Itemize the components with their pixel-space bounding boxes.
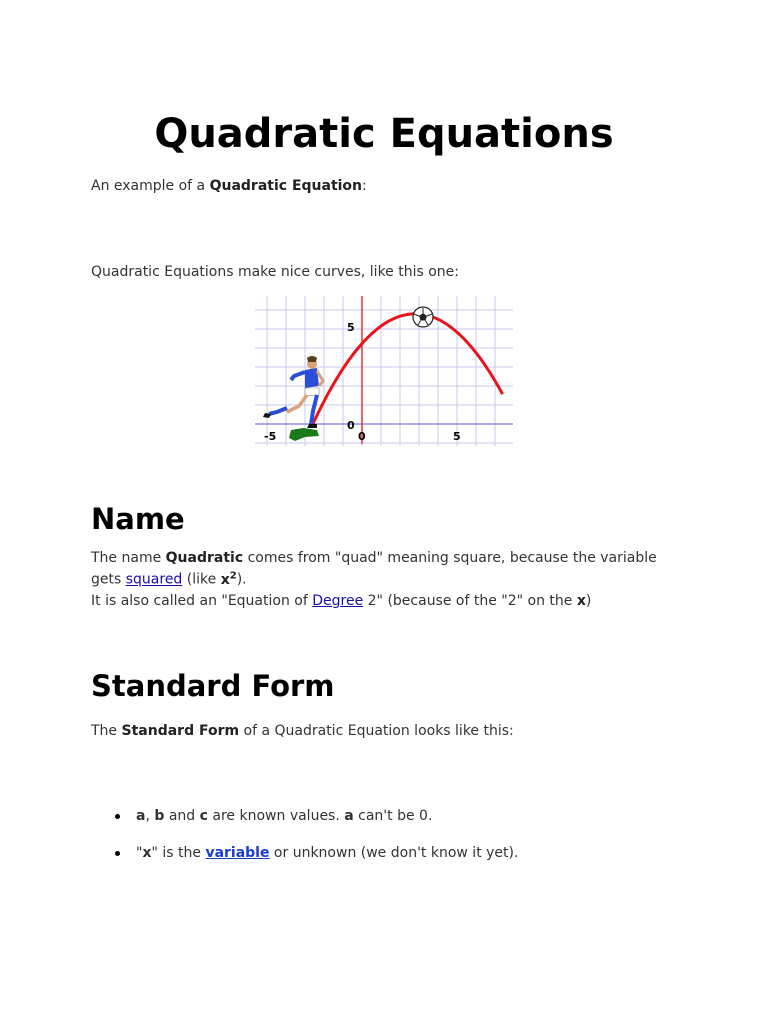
var-c: c — [199, 808, 208, 824]
exponent-2: 2 — [229, 570, 237, 581]
text: can't be 0. — [353, 808, 433, 824]
name-paragraph-1 — [91, 549, 657, 589]
standard-form-bullets — [91, 807, 518, 862]
text: (like — [182, 571, 221, 588]
name-heading: Name — [91, 502, 185, 536]
soccer-player-icon — [263, 356, 323, 441]
name-paragraph-2 — [91, 592, 591, 610]
text: gets — [91, 571, 126, 588]
var-a: a — [344, 808, 354, 824]
text: comes from "quad" meaning square, because the variable — [243, 550, 657, 566]
x-squared — [221, 572, 237, 588]
text: 2" (because of the "2" on the — [363, 593, 577, 609]
tick-label-y-0: 0 — [347, 419, 355, 432]
bullet-dot — [115, 814, 120, 819]
parabola-figure — [255, 296, 513, 446]
intro-paragraph — [91, 177, 367, 195]
text: or unknown (we don't know it yet). — [269, 845, 519, 861]
text: of a Quadratic Equation looks like this: — [239, 723, 514, 739]
squared-link[interactable]: squared — [125, 571, 183, 588]
tick-label-y-5: 5 — [347, 321, 355, 334]
intro-suffix: : — [362, 178, 367, 194]
tick-label-x-neg5: -5 — [264, 430, 277, 443]
list-item — [91, 844, 518, 862]
tick-label-x-5: 5 — [453, 430, 461, 443]
intro-text: An example of a — [91, 178, 210, 194]
list-item — [91, 807, 518, 825]
bold-x: x — [576, 593, 586, 609]
parabola-curve — [313, 314, 503, 425]
page-title: Quadratic Equations — [154, 111, 614, 157]
text: It is also called an "Equation of — [91, 593, 313, 609]
text: The — [91, 723, 122, 739]
bullet-dot — [115, 851, 120, 856]
x-var: x — [220, 571, 230, 588]
text: " is the — [151, 845, 206, 861]
soccer-ball-icon — [413, 307, 433, 327]
text: are known values. — [207, 808, 345, 824]
var-a: a — [136, 808, 146, 824]
variable-link[interactable]: variable — [205, 845, 270, 861]
standard-form-heading: Standard Form — [91, 669, 335, 703]
curves-paragraph: Quadratic Equations make nice curves, like this one: — [91, 264, 460, 280]
bold-standard-form: Standard Form — [121, 723, 240, 739]
degree-link[interactable]: Degree — [312, 593, 364, 609]
text: , — [145, 808, 155, 824]
tick-label-x-0: 0 — [358, 430, 366, 443]
bold-quadratic: Quadratic — [165, 550, 244, 566]
var-b: b — [154, 808, 165, 824]
var-x: x — [142, 845, 152, 861]
text: and — [164, 808, 200, 824]
text: ) — [585, 593, 592, 609]
standard-form-paragraph — [91, 722, 514, 740]
text: ). — [236, 571, 247, 588]
intro-bold: Quadratic Equation — [209, 178, 363, 194]
text: The name — [91, 550, 166, 566]
text: " — [136, 845, 143, 861]
